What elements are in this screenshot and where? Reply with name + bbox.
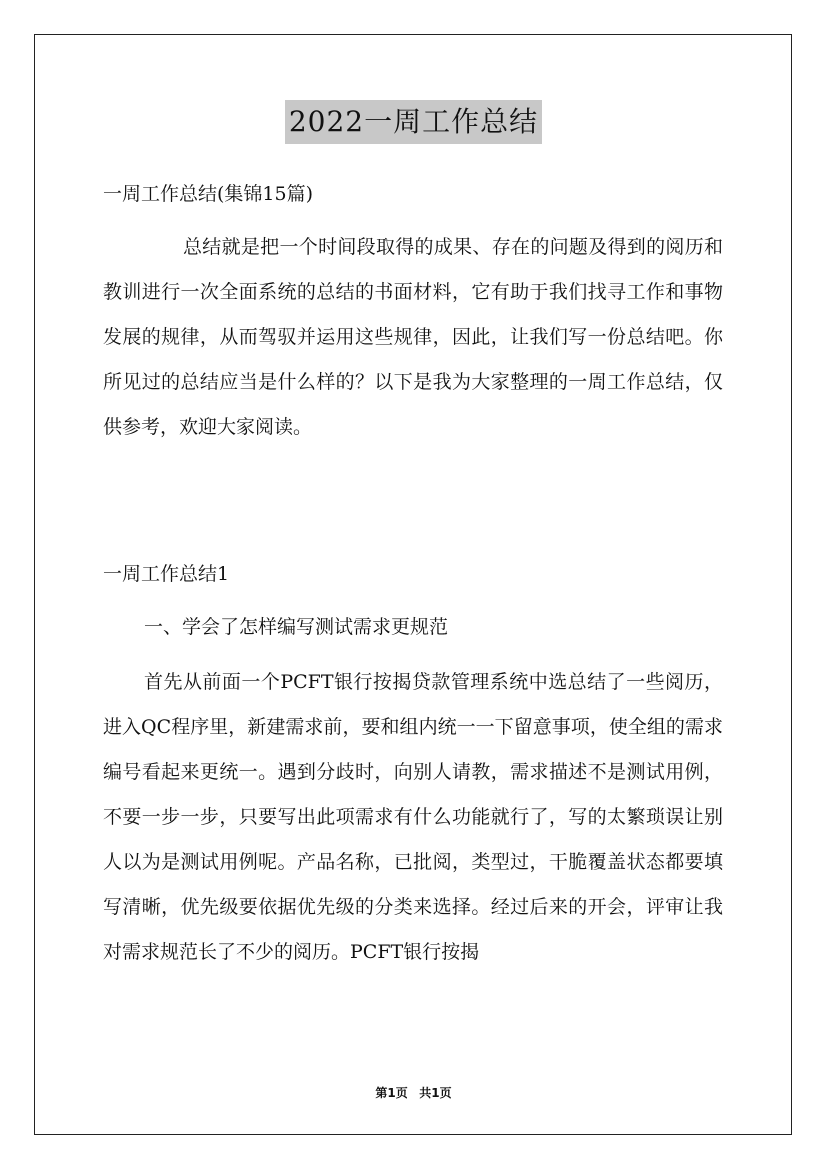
section-heading: 一周工作总结1 bbox=[103, 563, 230, 585]
total-pages: 共1页 bbox=[419, 1086, 452, 1100]
document-subtitle: 一周工作总结(集锦15篇) bbox=[103, 183, 314, 205]
page-number: 第1页 bbox=[375, 1086, 408, 1100]
document-title-text: 2022一周工作总结 bbox=[285, 100, 542, 144]
point-heading: 一、学会了怎样编写测试需求更规范 bbox=[144, 616, 449, 638]
intro-paragraph: 总结就是把一个时间段取得的成果、存在的问题及得到的阅历和教训进行一次全面系统的总结的书面材料，它有助于我们找寻工作和事物发展的规律，从而驾驭并运用这些规律，因此，让我们写一份总结吧。你所见过的总结应当是什么样的？以下是我为大家整理的一周工作总结，仅供参考，欢迎大家阅读。 bbox=[103, 236, 723, 438]
page-footer bbox=[0, 1084, 827, 1101]
document-title bbox=[0, 100, 827, 144]
body-paragraph: 首先从前面一个PCFT银行按揭贷款管理系统中选总结了一些阅历，进入QC程序里，新建需求前，要和组内统一一下留意事项，使全组的需求编号看起来更统一。遇到分歧时，向别人请教，需求描述不是测试用例，不要一步一步，只要写出此项需求有什么功能就行了，写的太繁琐误让别人以为是测试用例呢。产品名称，已批阅，类型过，干脆覆盖状态都要填写清晰，优先级要依据优先级的分类来选择。经过后来的开会，评审让我对需求规范长了不少的阅历。PCFT银行按揭 bbox=[103, 671, 723, 963]
